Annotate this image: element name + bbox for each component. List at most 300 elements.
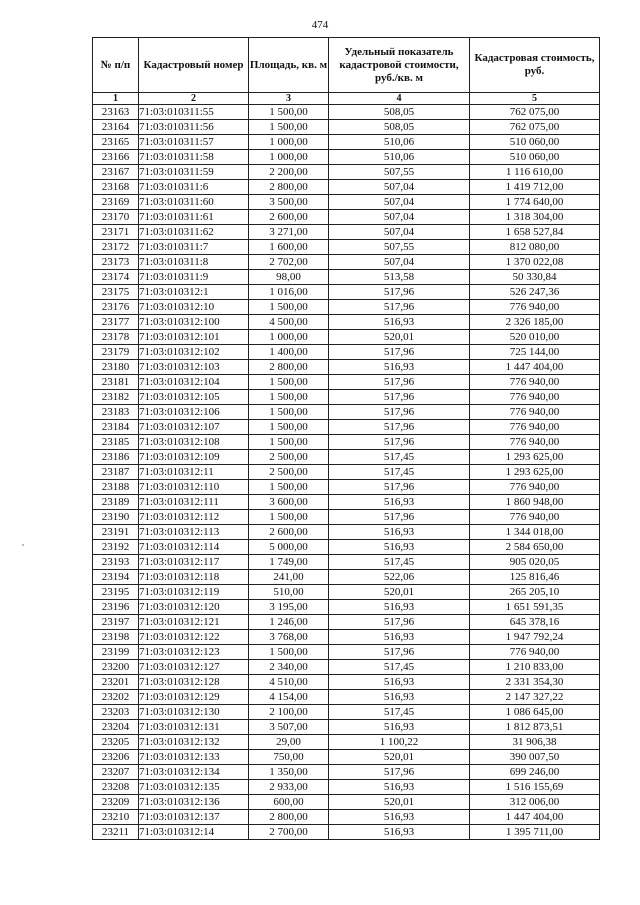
cadastral-number: 71:03:010312:103	[139, 360, 249, 375]
cadastral-value: 1 086 645,00	[470, 705, 600, 720]
cadastral-number: 71:03:010311:55	[139, 105, 249, 120]
cadastral-value: 2 326 185,00	[470, 315, 600, 330]
area: 4 510,00	[249, 675, 329, 690]
unit-rate: 517,96	[329, 375, 470, 390]
unit-rate: 517,96	[329, 285, 470, 300]
area: 2 500,00	[249, 450, 329, 465]
row-index: 23198	[93, 630, 139, 645]
cadastral-value: 526 247,36	[470, 285, 600, 300]
row-index: 23206	[93, 750, 139, 765]
table-row	[93, 810, 600, 825]
row-index: 23185	[93, 435, 139, 450]
cadastral-value: 510 060,00	[470, 135, 600, 150]
area: 2 800,00	[249, 360, 329, 375]
cadastral-number: 71:03:010312:122	[139, 630, 249, 645]
row-index: 23205	[93, 735, 139, 750]
table-row	[93, 285, 600, 300]
table-row	[93, 210, 600, 225]
header-cadastral-number: Кадастровый номер	[139, 38, 249, 93]
unit-rate: 507,04	[329, 225, 470, 240]
row-index: 23180	[93, 360, 139, 375]
area: 1 000,00	[249, 150, 329, 165]
table-row	[93, 825, 600, 840]
cadastral-number: 71:03:010311:9	[139, 270, 249, 285]
unit-rate: 507,55	[329, 165, 470, 180]
table-row	[93, 105, 600, 120]
row-index: 23186	[93, 450, 139, 465]
row-index: 23200	[93, 660, 139, 675]
area: 3 195,00	[249, 600, 329, 615]
area: 1 500,00	[249, 405, 329, 420]
unit-rate: 513,58	[329, 270, 470, 285]
cadastral-number: 71:03:010312:11	[139, 465, 249, 480]
row-index: 23169	[93, 195, 139, 210]
cadastral-number: 71:03:010312:121	[139, 615, 249, 630]
cadastral-value: 2 331 354,30	[470, 675, 600, 690]
unit-rate: 517,96	[329, 480, 470, 495]
row-index: 23177	[93, 315, 139, 330]
header-cadastral-value: Кадастровая стоимость, руб.	[470, 38, 600, 93]
cadastral-number: 71:03:010312:113	[139, 525, 249, 540]
area: 241,00	[249, 570, 329, 585]
row-index: 23204	[93, 720, 139, 735]
table-row	[93, 390, 600, 405]
row-index: 23173	[93, 255, 139, 270]
cadastral-value: 1 651 591,35	[470, 600, 600, 615]
table-row	[93, 690, 600, 705]
cadastral-number: 71:03:010312:111	[139, 495, 249, 510]
table-body	[93, 105, 600, 840]
unit-rate: 508,05	[329, 120, 470, 135]
table-row	[93, 795, 600, 810]
row-index: 23172	[93, 240, 139, 255]
row-index: 23168	[93, 180, 139, 195]
area: 2 600,00	[249, 210, 329, 225]
scan-speck	[22, 544, 24, 546]
table-row	[93, 315, 600, 330]
table-row	[93, 270, 600, 285]
unit-rate: 520,01	[329, 330, 470, 345]
cadastral-value: 2 147 327,22	[470, 690, 600, 705]
cadastral-number: 71:03:010312:130	[139, 705, 249, 720]
cadastral-value: 1 344 018,00	[470, 525, 600, 540]
cadastral-number: 71:03:010312:129	[139, 690, 249, 705]
unit-rate: 517,96	[329, 510, 470, 525]
area: 3 507,00	[249, 720, 329, 735]
table-row	[93, 600, 600, 615]
cadastral-number: 71:03:010311:8	[139, 255, 249, 270]
area: 2 800,00	[249, 180, 329, 195]
cadastral-value: 125 816,46	[470, 570, 600, 585]
area: 750,00	[249, 750, 329, 765]
cadastral-value: 776 940,00	[470, 435, 600, 450]
area: 2 100,00	[249, 705, 329, 720]
area: 1 749,00	[249, 555, 329, 570]
unit-rate: 516,93	[329, 675, 470, 690]
cadastral-number: 71:03:010312:114	[139, 540, 249, 555]
area: 1 500,00	[249, 480, 329, 495]
unit-rate: 520,01	[329, 795, 470, 810]
cadastral-value: 1 210 833,00	[470, 660, 600, 675]
row-index: 23208	[93, 780, 139, 795]
table-row	[93, 405, 600, 420]
unit-rate: 517,45	[329, 465, 470, 480]
cadastral-value: 1 774 640,00	[470, 195, 600, 210]
unit-rate: 516,93	[329, 690, 470, 705]
area: 3 500,00	[249, 195, 329, 210]
cadastral-number: 71:03:010312:137	[139, 810, 249, 825]
unit-rate: 516,93	[329, 540, 470, 555]
cadastral-value: 1 658 527,84	[470, 225, 600, 240]
cadastral-number: 71:03:010312:112	[139, 510, 249, 525]
area: 1 000,00	[249, 135, 329, 150]
table-row	[93, 165, 600, 180]
table-row	[93, 150, 600, 165]
unit-rate: 516,93	[329, 810, 470, 825]
row-index: 23193	[93, 555, 139, 570]
area: 600,00	[249, 795, 329, 810]
area: 4 154,00	[249, 690, 329, 705]
table-row	[93, 675, 600, 690]
header-area: Площадь, кв. м	[249, 38, 329, 93]
header-index: № п/п	[93, 38, 139, 93]
header-row	[93, 38, 600, 93]
cadastral-value: 2 584 650,00	[470, 540, 600, 555]
cadastral-number: 71:03:010312:123	[139, 645, 249, 660]
area: 1 000,00	[249, 330, 329, 345]
unit-rate: 510,06	[329, 150, 470, 165]
unit-rate: 517,96	[329, 390, 470, 405]
cadastral-number: 71:03:010312:135	[139, 780, 249, 795]
row-index: 23189	[93, 495, 139, 510]
unit-rate: 517,96	[329, 405, 470, 420]
cadastral-value: 520 010,00	[470, 330, 600, 345]
unit-rate: 517,96	[329, 420, 470, 435]
cadastral-number: 71:03:010312:127	[139, 660, 249, 675]
cadastral-value: 1 812 873,51	[470, 720, 600, 735]
row-index: 23194	[93, 570, 139, 585]
area: 1 600,00	[249, 240, 329, 255]
row-index: 23170	[93, 210, 139, 225]
cadastral-value: 1 293 625,00	[470, 465, 600, 480]
row-index: 23195	[93, 585, 139, 600]
table-row	[93, 375, 600, 390]
area: 2 600,00	[249, 525, 329, 540]
cadastral-value: 776 940,00	[470, 405, 600, 420]
cadastral-value: 776 940,00	[470, 300, 600, 315]
column-number: 1	[93, 93, 139, 105]
table-row	[93, 570, 600, 585]
unit-rate: 517,96	[329, 435, 470, 450]
table-row	[93, 525, 600, 540]
row-index: 23207	[93, 765, 139, 780]
unit-rate: 516,93	[329, 780, 470, 795]
row-index: 23184	[93, 420, 139, 435]
cadastral-number: 71:03:010312:131	[139, 720, 249, 735]
cadastral-number: 71:03:010312:101	[139, 330, 249, 345]
cadastral-number: 71:03:010312:133	[139, 750, 249, 765]
table-row	[93, 345, 600, 360]
row-index: 23178	[93, 330, 139, 345]
column-number: 3	[249, 93, 329, 105]
unit-rate: 517,96	[329, 615, 470, 630]
cadastral-number: 71:03:010312:10	[139, 300, 249, 315]
cadastral-value: 762 075,00	[470, 120, 600, 135]
unit-rate: 516,93	[329, 525, 470, 540]
area: 1 500,00	[249, 510, 329, 525]
table-row	[93, 765, 600, 780]
cadastral-value: 725 144,00	[470, 345, 600, 360]
area: 1 016,00	[249, 285, 329, 300]
row-index: 23167	[93, 165, 139, 180]
cadastral-number: 71:03:010312:109	[139, 450, 249, 465]
area: 2 500,00	[249, 465, 329, 480]
unit-rate: 520,01	[329, 750, 470, 765]
cadastral-value: 776 940,00	[470, 420, 600, 435]
cadastral-number: 71:03:010312:128	[139, 675, 249, 690]
unit-rate: 517,45	[329, 705, 470, 720]
cadastral-value: 50 330,84	[470, 270, 600, 285]
area: 3 600,00	[249, 495, 329, 510]
row-index: 23201	[93, 675, 139, 690]
table-row	[93, 465, 600, 480]
table-row	[93, 180, 600, 195]
column-number: 5	[470, 93, 600, 105]
unit-rate: 516,93	[329, 495, 470, 510]
area: 3 768,00	[249, 630, 329, 645]
row-index: 23166	[93, 150, 139, 165]
unit-rate: 510,06	[329, 135, 470, 150]
cadastral-number: 71:03:010312:120	[139, 600, 249, 615]
unit-rate: 507,04	[329, 195, 470, 210]
row-index: 23171	[93, 225, 139, 240]
row-index: 23191	[93, 525, 139, 540]
table-row	[93, 495, 600, 510]
table-row	[93, 660, 600, 675]
cadastral-value: 812 080,00	[470, 240, 600, 255]
area: 5 000,00	[249, 540, 329, 555]
table-row	[93, 780, 600, 795]
cadastral-value: 31 906,38	[470, 735, 600, 750]
table-row	[93, 735, 600, 750]
area: 2 700,00	[249, 825, 329, 840]
table-row	[93, 540, 600, 555]
unit-rate: 517,96	[329, 645, 470, 660]
column-number-row	[93, 93, 600, 105]
cadastral-number: 71:03:010312:119	[139, 585, 249, 600]
row-index: 23199	[93, 645, 139, 660]
cadastral-number: 71:03:010312:104	[139, 375, 249, 390]
unit-rate: 517,45	[329, 660, 470, 675]
table-row	[93, 720, 600, 735]
table-row	[93, 750, 600, 765]
cadastral-number: 71:03:010312:134	[139, 765, 249, 780]
area: 1 500,00	[249, 120, 329, 135]
table-row	[93, 135, 600, 150]
unit-rate: 517,96	[329, 345, 470, 360]
unit-rate: 507,55	[329, 240, 470, 255]
area: 2 933,00	[249, 780, 329, 795]
table-row	[93, 645, 600, 660]
cadastral-value: 1 395 711,00	[470, 825, 600, 840]
table-row	[93, 195, 600, 210]
unit-rate: 508,05	[329, 105, 470, 120]
unit-rate: 507,04	[329, 210, 470, 225]
area: 1 500,00	[249, 645, 329, 660]
area: 510,00	[249, 585, 329, 600]
page-number: 474	[311, 19, 329, 31]
cadastral-value: 776 940,00	[470, 480, 600, 495]
row-index: 23209	[93, 795, 139, 810]
table-row	[93, 435, 600, 450]
row-index: 23202	[93, 690, 139, 705]
table-row	[93, 450, 600, 465]
cadastral-number: 71:03:010311:62	[139, 225, 249, 240]
table-row	[93, 255, 600, 270]
cadastral-number: 71:03:010312:108	[139, 435, 249, 450]
row-index: 23192	[93, 540, 139, 555]
unit-rate: 520,01	[329, 585, 470, 600]
table-row	[93, 510, 600, 525]
unit-rate: 516,93	[329, 315, 470, 330]
area: 1 500,00	[249, 435, 329, 450]
row-index: 23175	[93, 285, 139, 300]
row-index: 23182	[93, 390, 139, 405]
cadastral-value: 699 246,00	[470, 765, 600, 780]
cadastral-value: 1 419 712,00	[470, 180, 600, 195]
cadastral-value: 1 318 304,00	[470, 210, 600, 225]
table-row	[93, 555, 600, 570]
cadastral-value: 1 947 792,24	[470, 630, 600, 645]
column-number: 2	[139, 93, 249, 105]
cadastral-number: 71:03:010311:58	[139, 150, 249, 165]
cadastral-value: 762 075,00	[470, 105, 600, 120]
row-index: 23187	[93, 465, 139, 480]
table-row	[93, 630, 600, 645]
area: 1 500,00	[249, 300, 329, 315]
cadastral-value: 390 007,50	[470, 750, 600, 765]
area: 1 400,00	[249, 345, 329, 360]
row-index: 23163	[93, 105, 139, 120]
cadastral-value: 905 020,05	[470, 555, 600, 570]
cadastral-number: 71:03:010311:57	[139, 135, 249, 150]
cadastral-value: 1 116 610,00	[470, 165, 600, 180]
cadastral-value: 776 940,00	[470, 510, 600, 525]
cadastral-number: 71:03:010311:61	[139, 210, 249, 225]
header-unit-rate: Удельный показатель кадастровой стоимости, руб./кв. м	[329, 38, 470, 93]
cadastral-value: 265 205,10	[470, 585, 600, 600]
table-row	[93, 480, 600, 495]
unit-rate: 517,96	[329, 300, 470, 315]
cadastre-table	[92, 37, 600, 840]
cadastral-number: 71:03:010312:132	[139, 735, 249, 750]
area: 4 500,00	[249, 315, 329, 330]
unit-rate: 516,93	[329, 720, 470, 735]
cadastral-value: 1 293 625,00	[470, 450, 600, 465]
area: 1 500,00	[249, 390, 329, 405]
table-row	[93, 420, 600, 435]
unit-rate: 516,93	[329, 825, 470, 840]
cadastral-number: 71:03:010311:7	[139, 240, 249, 255]
cadastral-number: 71:03:010311:59	[139, 165, 249, 180]
cadastral-number: 71:03:010311:56	[139, 120, 249, 135]
cadastral-number: 71:03:010311:6	[139, 180, 249, 195]
table-row	[93, 300, 600, 315]
row-index: 23174	[93, 270, 139, 285]
cadastral-value: 776 940,00	[470, 645, 600, 660]
cadastral-number: 71:03:010312:110	[139, 480, 249, 495]
row-index: 23203	[93, 705, 139, 720]
unit-rate: 507,04	[329, 180, 470, 195]
cadastral-value: 1 516 155,69	[470, 780, 600, 795]
cadastral-value: 312 006,00	[470, 795, 600, 810]
row-index: 23188	[93, 480, 139, 495]
cadastral-number: 71:03:010311:60	[139, 195, 249, 210]
cadastral-number: 71:03:010312:106	[139, 405, 249, 420]
area: 2 800,00	[249, 810, 329, 825]
table-row	[93, 120, 600, 135]
cadastral-number: 71:03:010312:117	[139, 555, 249, 570]
table-row	[93, 585, 600, 600]
area: 2 340,00	[249, 660, 329, 675]
cadastral-number: 71:03:010312:105	[139, 390, 249, 405]
area: 2 200,00	[249, 165, 329, 180]
unit-rate: 522,06	[329, 570, 470, 585]
area: 1 350,00	[249, 765, 329, 780]
row-index: 23190	[93, 510, 139, 525]
cadastral-number: 71:03:010312:100	[139, 315, 249, 330]
column-number: 4	[329, 93, 470, 105]
cadastral-value: 645 378,16	[470, 615, 600, 630]
table-row	[93, 705, 600, 720]
row-index: 23165	[93, 135, 139, 150]
unit-rate: 1 100,22	[329, 735, 470, 750]
row-index: 23210	[93, 810, 139, 825]
table-row	[93, 360, 600, 375]
cadastral-number: 71:03:010312:1	[139, 285, 249, 300]
row-index: 23164	[93, 120, 139, 135]
cadastral-value: 510 060,00	[470, 150, 600, 165]
unit-rate: 516,93	[329, 630, 470, 645]
area: 98,00	[249, 270, 329, 285]
cadastral-number: 71:03:010312:14	[139, 825, 249, 840]
row-index: 23176	[93, 300, 139, 315]
cadastral-number: 71:03:010312:107	[139, 420, 249, 435]
unit-rate: 516,93	[329, 600, 470, 615]
area: 1 500,00	[249, 375, 329, 390]
row-index: 23179	[93, 345, 139, 360]
table-row	[93, 225, 600, 240]
unit-rate: 516,93	[329, 360, 470, 375]
row-index: 23211	[93, 825, 139, 840]
table-row	[93, 240, 600, 255]
area: 1 500,00	[249, 105, 329, 120]
cadastral-value: 1 370 022,08	[470, 255, 600, 270]
unit-rate: 517,45	[329, 555, 470, 570]
row-index: 23197	[93, 615, 139, 630]
cadastral-number: 71:03:010312:118	[139, 570, 249, 585]
row-index: 23183	[93, 405, 139, 420]
area: 1 500,00	[249, 420, 329, 435]
cadastral-number: 71:03:010312:102	[139, 345, 249, 360]
area: 3 271,00	[249, 225, 329, 240]
unit-rate: 517,45	[329, 450, 470, 465]
cadastral-value: 1 447 404,00	[470, 360, 600, 375]
area: 2 702,00	[249, 255, 329, 270]
cadastral-number: 71:03:010312:136	[139, 795, 249, 810]
unit-rate: 507,04	[329, 255, 470, 270]
area: 29,00	[249, 735, 329, 750]
